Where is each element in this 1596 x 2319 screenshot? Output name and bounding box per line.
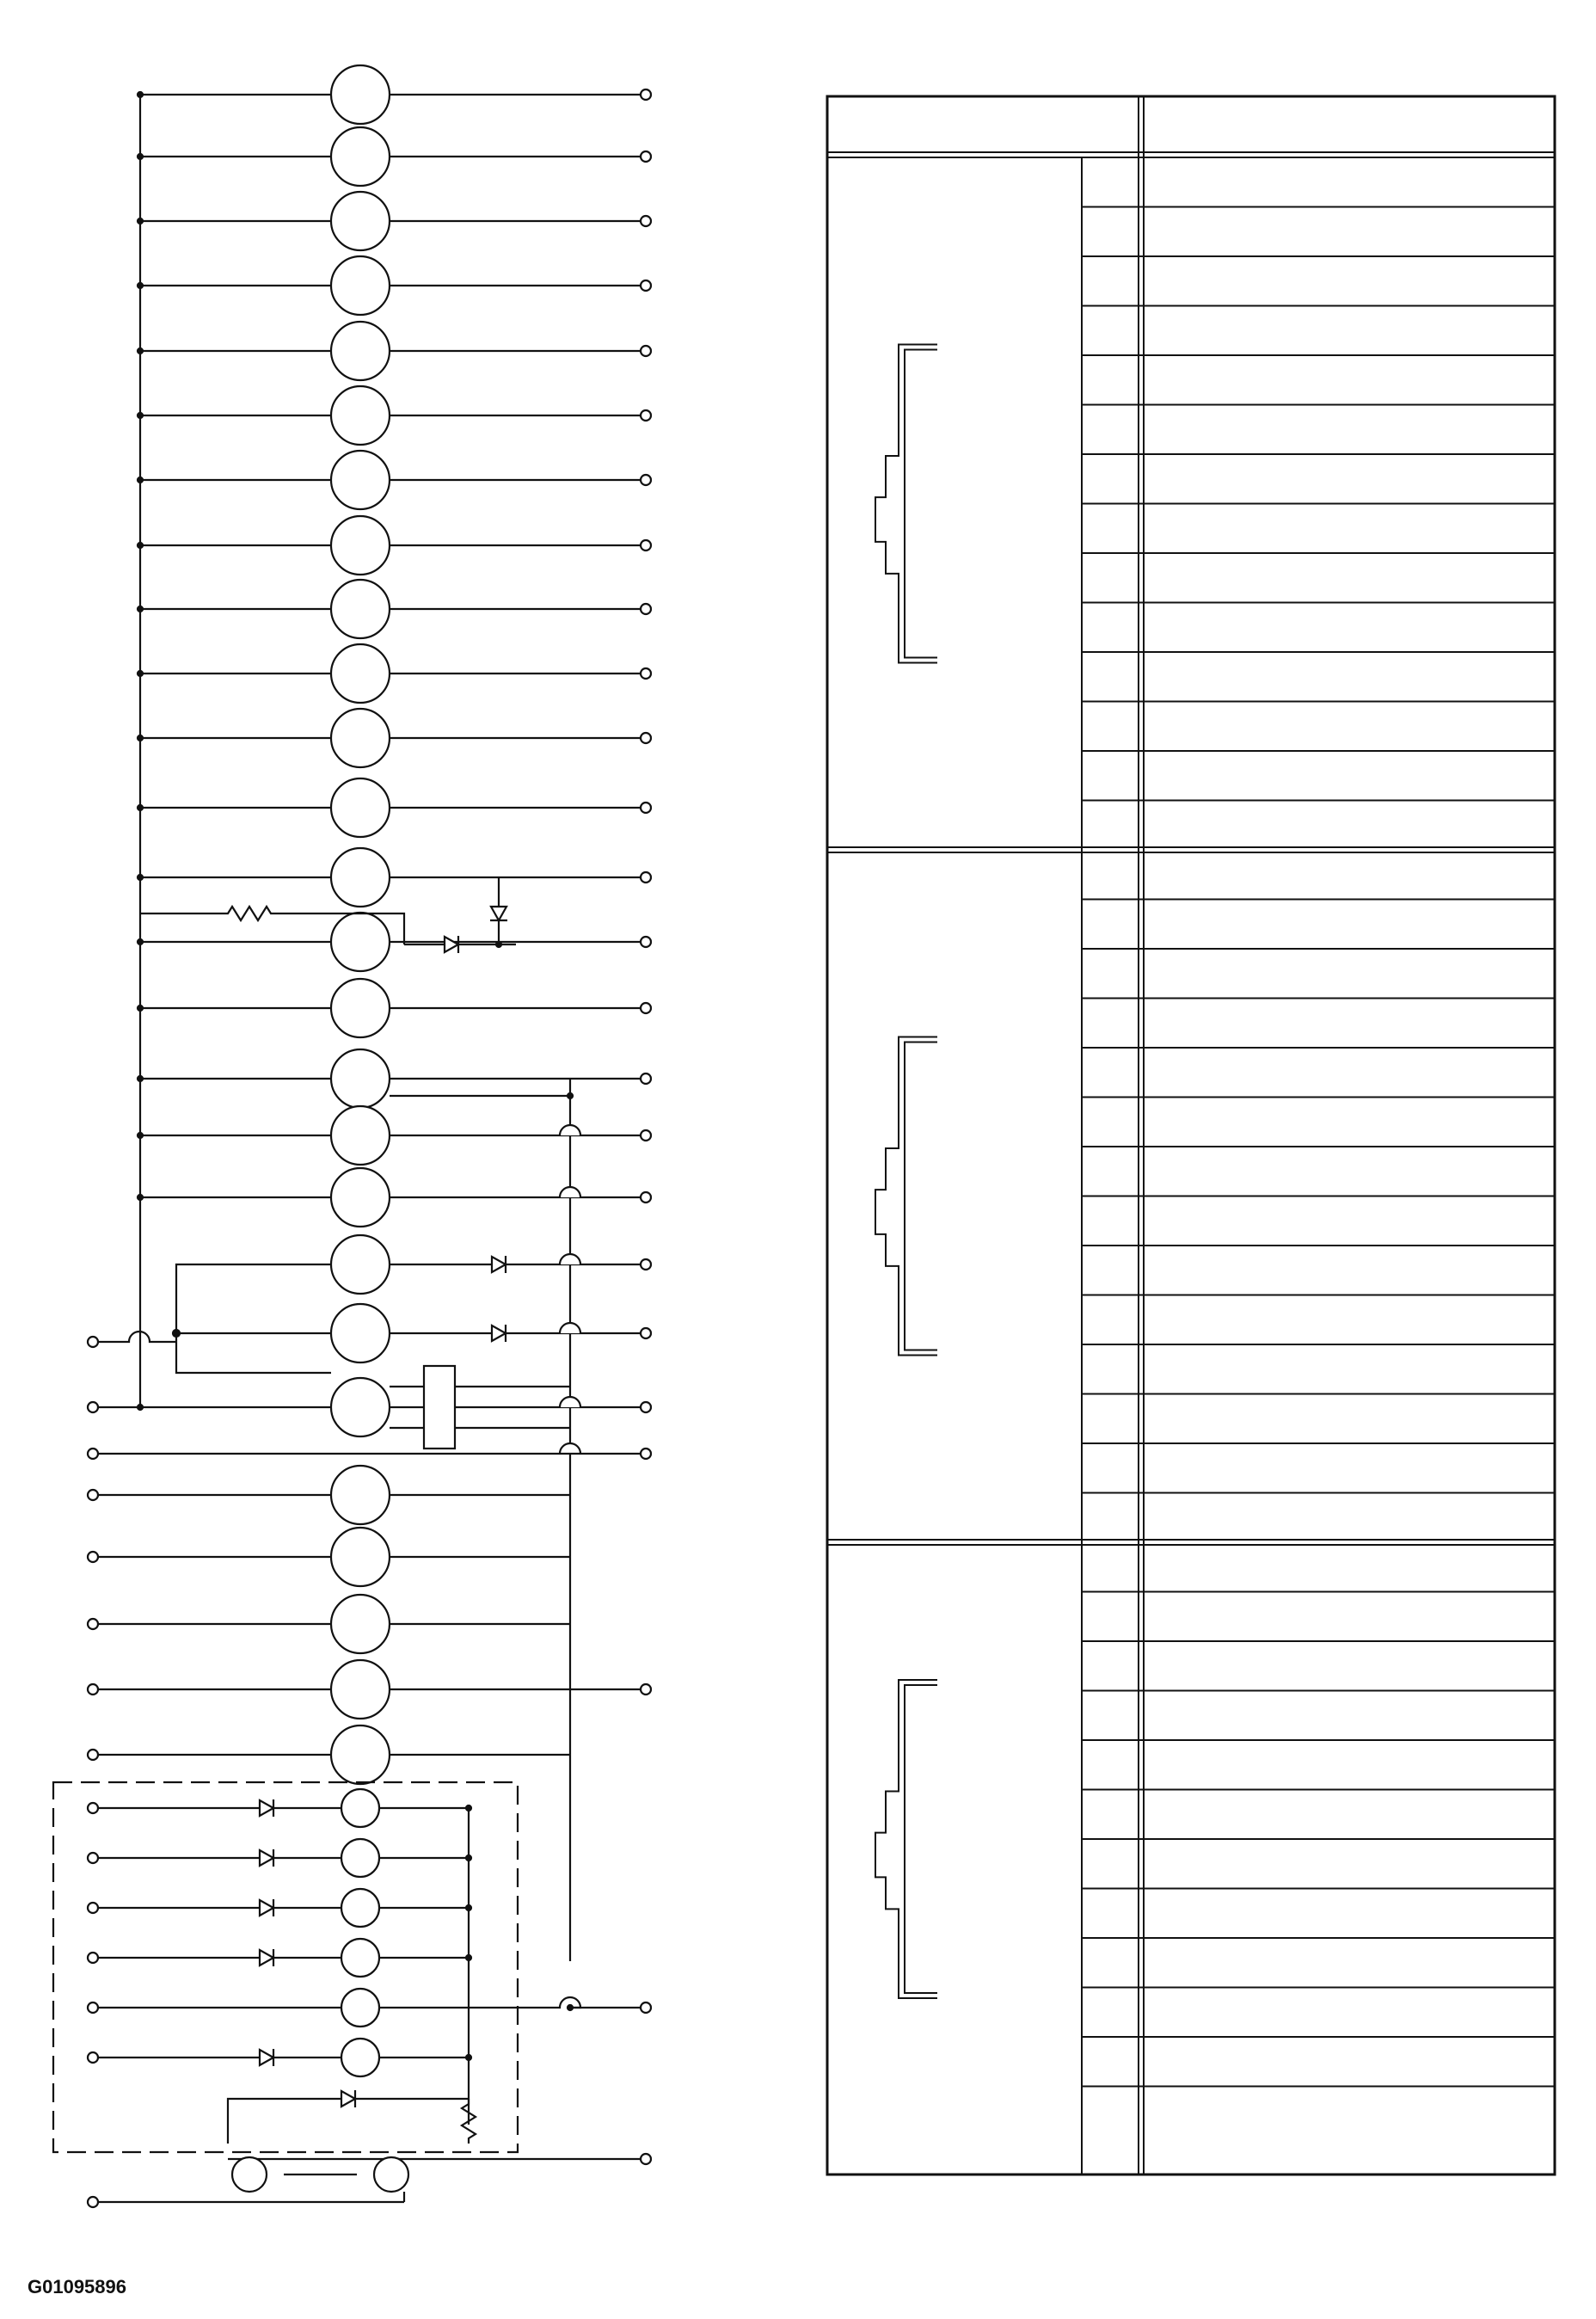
at-dashed-box: [53, 1782, 518, 2152]
terminal-circle: [88, 1750, 98, 1760]
junction-dot: [496, 942, 501, 947]
junction-dot: [138, 735, 143, 741]
terminal-circle: [88, 1953, 98, 1963]
terminal-circle: [641, 803, 651, 813]
terminal-circle: [88, 2002, 98, 2013]
indicator-lamp: [331, 1235, 390, 1294]
indicator-lamp: [331, 1466, 390, 1524]
wire: [176, 1264, 331, 1373]
connector-shape: [905, 1043, 937, 1350]
junction-dot: [138, 1006, 143, 1011]
terminal-circle: [641, 216, 651, 226]
position-lamp: [341, 1989, 379, 2027]
terminal-circle: [641, 1130, 651, 1141]
indicator-lamp: [331, 1106, 390, 1165]
junction-dot: [138, 154, 143, 159]
terminal-circle: [641, 1192, 651, 1203]
terminal-circle: [641, 1073, 651, 1084]
diode-symbol: [260, 1850, 273, 1866]
indicator-lamp: [331, 516, 390, 575]
junction-dot: [138, 477, 143, 483]
connector-shape: [905, 1685, 937, 1993]
junction-dot: [138, 1133, 143, 1138]
junction-dot: [138, 1076, 143, 1081]
odo-trip-box: [424, 1366, 455, 1449]
table-frame: [827, 96, 1555, 2174]
junction-dot: [466, 1955, 471, 1960]
terminal-circle: [641, 2002, 651, 2013]
indicator-lamp: [331, 386, 390, 445]
diode-symbol: [260, 1800, 273, 1816]
diode-symbol: [445, 937, 458, 952]
junction-dot: [568, 1093, 573, 1098]
figure-id: G01095896: [28, 2276, 126, 2297]
position-lamp: [341, 2039, 379, 2076]
indicator-lamp: [331, 127, 390, 186]
terminal-circle: [88, 1803, 98, 1813]
indicator-lamp: [331, 1595, 390, 1653]
diode-symbol: [491, 907, 506, 920]
terminal-circle: [641, 1449, 651, 1459]
junction-dot: [138, 413, 143, 418]
junction-dot: [138, 92, 143, 97]
wire-crossover: [560, 1323, 580, 1333]
terminal-circle: [641, 1684, 651, 1695]
junction-dot: [138, 283, 143, 288]
pin-table: [827, 96, 1555, 2174]
junction-dot: [138, 606, 143, 612]
terminal-circle: [641, 872, 651, 883]
indicator-lamp: [331, 1528, 390, 1586]
wire-crossover: [560, 1125, 580, 1135]
indicator-lamp: [331, 1168, 390, 1227]
diode-symbol: [341, 2091, 355, 2107]
junction-dot: [138, 671, 143, 676]
wire: [469, 1997, 580, 2008]
terminal-circle: [88, 1903, 98, 1913]
terminal-circle: [88, 1619, 98, 1629]
illumination-bulb: [232, 2157, 267, 2192]
junction-dot: [138, 939, 143, 944]
terminal-circle: [88, 2052, 98, 2063]
junction-dot: [568, 2005, 573, 2010]
diode-symbol: [260, 1950, 273, 1965]
terminal-circle: [641, 668, 651, 679]
position-lamp: [341, 1939, 379, 1977]
indicator-lamp: [331, 451, 390, 509]
junction-dot: [138, 543, 143, 548]
terminal-circle: [641, 1328, 651, 1338]
position-lamp: [341, 1789, 379, 1827]
indicator-lamp: [331, 256, 390, 315]
indicator-lamp: [331, 778, 390, 837]
terminal-circle: [88, 1449, 98, 1459]
connector-shape: [875, 1680, 937, 1998]
wire: [228, 2099, 469, 2144]
terminal-circle: [641, 89, 651, 100]
indicator-lamp: [331, 322, 390, 380]
indicator-lamp: [331, 913, 390, 971]
junction-dot: [138, 348, 143, 354]
junction-dot: [466, 1855, 471, 1861]
terminal-circle: [641, 1259, 651, 1270]
position-lamp: [341, 1889, 379, 1927]
diode-symbol: [492, 1326, 506, 1341]
indicator-lamp: [331, 1725, 390, 1784]
junction-dot: [466, 2055, 471, 2060]
indicator-lamp: [331, 192, 390, 250]
terminal-circle: [641, 1003, 651, 1013]
indicator-lamp: [331, 709, 390, 767]
terminal-circle: [641, 151, 651, 162]
indicator-lamp: [331, 644, 390, 703]
diode-symbol: [260, 1900, 273, 1916]
terminal-circle: [88, 1337, 98, 1347]
indicator-lamp: [331, 65, 390, 124]
connector-shape: [875, 345, 937, 663]
terminal-circle: [641, 937, 651, 947]
junction-dot: [173, 1330, 180, 1337]
diode-symbol: [260, 2050, 273, 2065]
terminal-circle: [641, 280, 651, 291]
wire: [98, 1332, 176, 1342]
diode-symbol: [492, 1257, 506, 1272]
terminal-circle: [88, 1853, 98, 1863]
indicator-lamp: [331, 979, 390, 1037]
terminal-circle: [641, 410, 651, 421]
wire-crossover: [560, 1187, 580, 1197]
junction-dot: [466, 1805, 471, 1811]
terminal-circle: [641, 1402, 651, 1412]
terminal-circle: [641, 475, 651, 485]
junction-dot: [466, 1905, 471, 1910]
terminal-circle: [641, 2154, 651, 2164]
junction-dot: [138, 805, 143, 810]
terminal-circle: [641, 733, 651, 743]
wire-crossover: [560, 1254, 580, 1264]
terminal-circle: [641, 540, 651, 551]
connector-shape: [905, 350, 937, 658]
junction-dot: [138, 875, 143, 880]
terminal-circle: [88, 1552, 98, 1562]
position-lamp: [341, 1839, 379, 1877]
terminal-circle: [88, 1684, 98, 1695]
terminal-circle: [88, 1490, 98, 1500]
junction-dot: [138, 218, 143, 224]
junction-dot: [138, 1195, 143, 1200]
terminal-circle: [641, 604, 651, 614]
terminal-circle: [88, 1402, 98, 1412]
indicator-lamp: [331, 1304, 390, 1362]
indicator-lamp: [331, 1660, 390, 1719]
connector-shape: [875, 1037, 937, 1356]
terminal-circle: [88, 2197, 98, 2207]
wire-crossover: [560, 1443, 580, 1454]
schematic: [53, 65, 651, 2207]
indicator-lamp: [331, 580, 390, 638]
terminal-circle: [641, 346, 651, 356]
illumination-bulb: [374, 2157, 408, 2192]
wire-crossover: [560, 1397, 580, 1407]
indicator-lamp: [331, 1378, 390, 1436]
indicator-lamp: [331, 1049, 390, 1108]
indicator-lamp: [331, 848, 390, 907]
